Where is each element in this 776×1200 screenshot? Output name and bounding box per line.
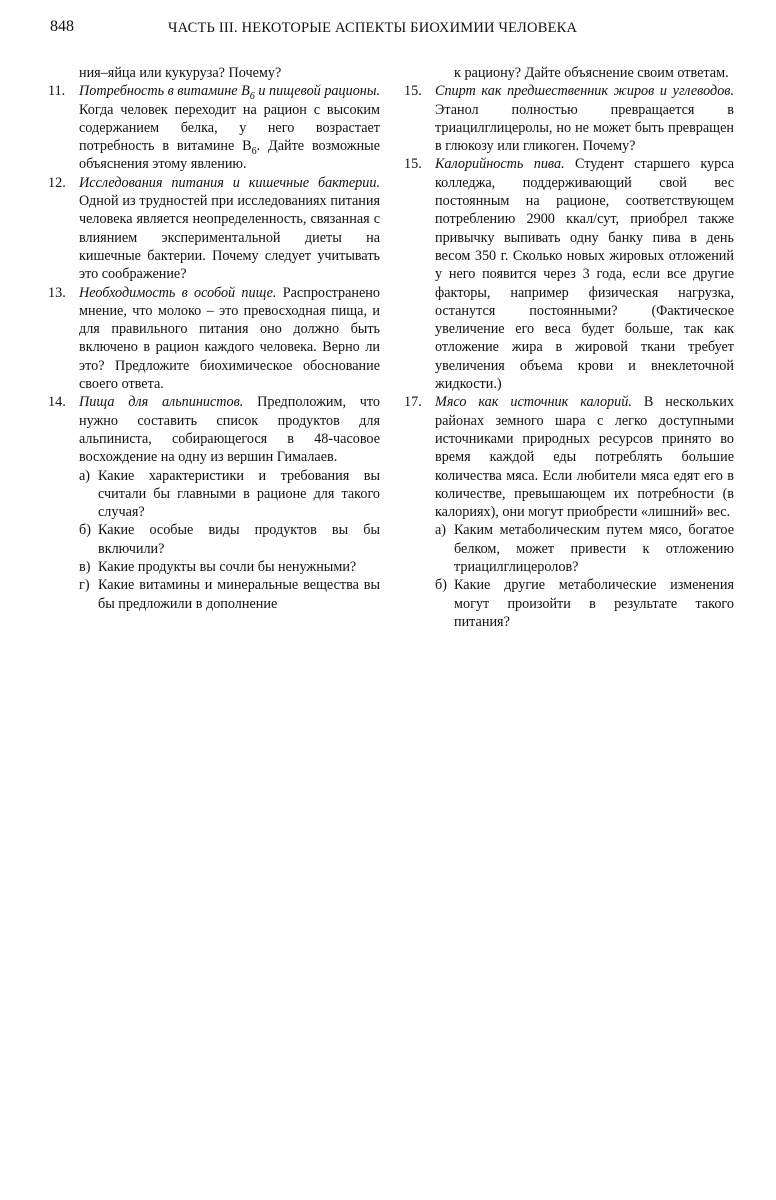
question-text: Распространено мнение, что молоко – это превосходная пища, и для правильного питания оно должно быть включено в рацион каждого человека. Верно ли это? Предложите биохимическое обоснование своего ответа. xyxy=(79,284,380,393)
subquestion-text: Какие особые виды продуктов вы бы включили? xyxy=(98,522,380,557)
page-number: 848 xyxy=(50,18,74,35)
subquestion-letter: в) xyxy=(79,559,91,576)
page-header xyxy=(50,18,740,42)
subquestion-letter: а) xyxy=(79,467,91,484)
question-14 xyxy=(48,393,380,466)
question-title: Необходимость в особой пище. xyxy=(79,284,277,301)
question-text: Этанол полностью превращается в триацилглицеролы, но не может быть превращен в глюкозу или гликоген. Почему? xyxy=(435,101,734,155)
subquestion-letter: а) xyxy=(435,522,447,539)
subquestion xyxy=(48,576,380,613)
left-column xyxy=(48,64,380,613)
question-text: В нескольких районах земного шара с легко доступными источниками природных ресурсов принято во время каждой еды потреблять большие количества мяса. Если любители мяса едят его в количестве, превышающем их потребности (в калориях), они могут приобрести «лишний» вес. xyxy=(435,394,734,521)
question-15a xyxy=(404,82,734,155)
question-11 xyxy=(48,82,380,173)
question-title: Калорийность пива. xyxy=(435,156,565,173)
question-12 xyxy=(48,174,380,284)
right-column xyxy=(404,64,734,631)
continued-text: ния–яйца или кукуруза? Почему? xyxy=(79,65,282,81)
running-head: ЧАСТЬ III. НЕКОТОРЫЕ АСПЕКТЫ БИОХИМИИ ЧЕЛОВЕКА xyxy=(168,20,578,36)
question-text: Одной из трудностей при исследованиях питания человека является неопределенность, связанная с влиянием экспериментальной диеты на кишечные бактерии. Почему следует учитывать это соображение? xyxy=(79,193,380,283)
subquestion-text: Какие витамины и минеральные вещества вы бы предложили в дополнение xyxy=(98,577,380,612)
question-number: 17. xyxy=(404,394,422,411)
subquestion-text: Какие продукты вы сочли бы ненужными? xyxy=(98,559,357,576)
question-number: 12. xyxy=(48,174,66,191)
subquestion xyxy=(404,576,734,631)
question-13 xyxy=(48,284,380,394)
subquestion-text: Какие характеристики и требования вы считали бы главными в рационе для такого случая? xyxy=(98,467,380,521)
subquestion xyxy=(48,558,380,576)
question-text: Когда человек переходит на рацион с высоким содержанием белка, у него возрастает потребность в витамине $B_6$. Дайте возможные объяснения этому явлению. xyxy=(79,101,380,173)
subquestion-letter: г) xyxy=(79,577,90,594)
question-number: 13. xyxy=(48,284,66,301)
subquestion xyxy=(48,467,380,522)
question-title: Пища для альпинистов. xyxy=(79,394,244,411)
question-text: Студент старшего курса колледжа, поддерживающий свой вес постоянным на рационе, соответствующем потреблению 2900 ккал/сут, приобрел также привычку выпивать одну банку пива в день весом 350 г. Сколько новых жировых отложений у него появится через 3 года, если все другие факторы, например физическая нагрузка, останутся постоянными? (Фактическое увеличение его веса будет больше, так как отложение жира в жировой ткани требует увеличения объема крови и внеклеточной жидкости.) xyxy=(435,156,734,393)
continued-text: к рациону? Дайте объяснение своим ответам. xyxy=(454,65,729,81)
question-number: 11. xyxy=(48,83,66,100)
question-number: 15. xyxy=(404,83,422,100)
subquestion-text: Какие другие метаболические изменения могут произойти в результате такого питания? xyxy=(454,577,734,630)
subquestion-letter: б) xyxy=(79,522,91,539)
subquestion-letter: б) xyxy=(435,577,447,594)
subquestion-text: Каким метаболическим путем мясо, богатое белком, может привести к отложению триацилглицеролов? xyxy=(454,522,734,576)
question-17 xyxy=(404,393,734,521)
question-number: 14. xyxy=(48,394,66,411)
question-title: Спирт как предшественник жиров и углеводов. xyxy=(435,83,734,100)
question-number: 15. xyxy=(404,156,422,173)
question-title: Мясо как источник калорий. xyxy=(435,394,632,411)
question-title: Потребность в витамине $B_6$ и пищевой рационы. xyxy=(79,83,380,103)
subquestion xyxy=(404,521,734,576)
question-text: Предположим, что нужно составить список продуктов для альпиниста, собирающегося в 48-часовое восхождение на одну из вершин Гималаев. xyxy=(79,394,381,466)
question-title: Исследования питания и кишечные бактерии. xyxy=(79,174,380,191)
subquestion xyxy=(48,521,380,558)
question-15b xyxy=(404,155,734,393)
